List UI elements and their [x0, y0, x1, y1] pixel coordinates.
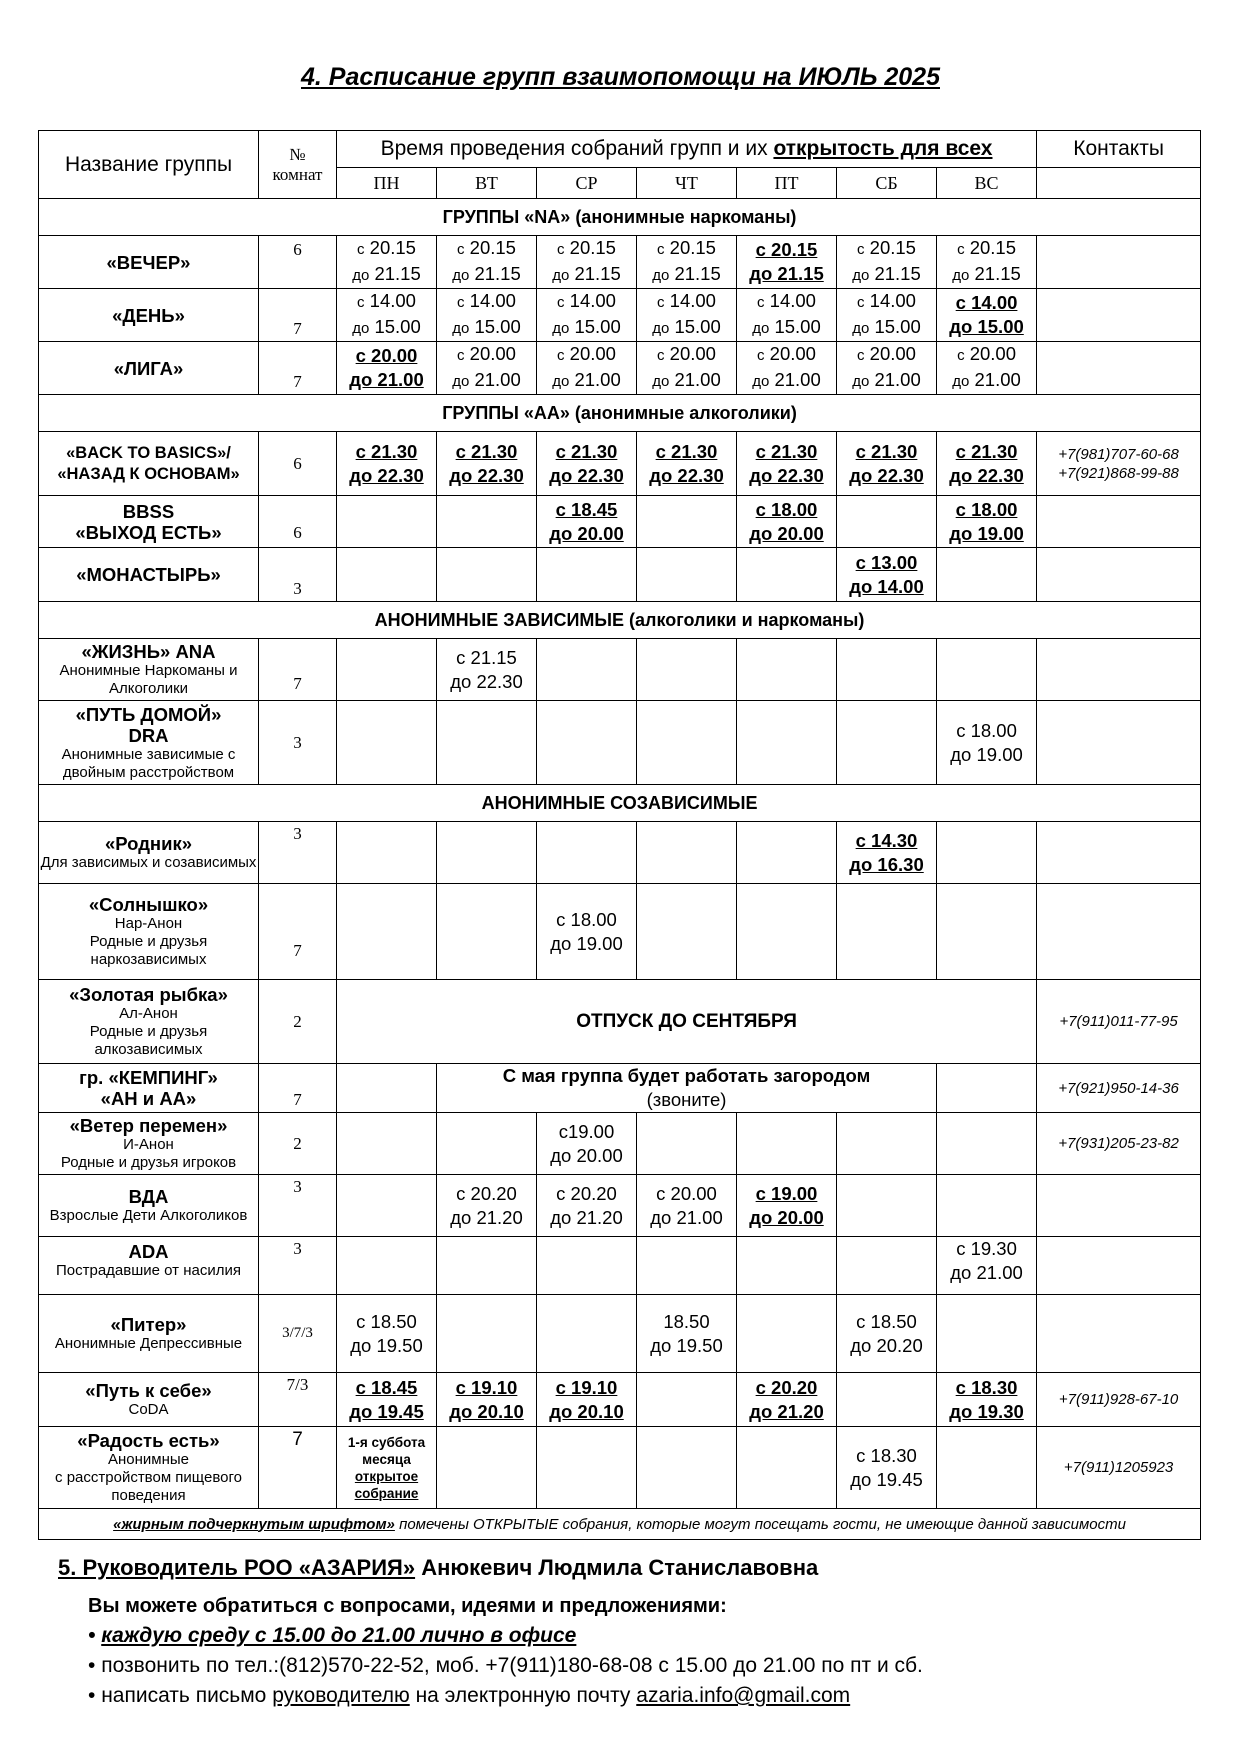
slot-fri	[737, 822, 837, 884]
contact-cell	[1037, 701, 1201, 785]
slot-thu: 18.50 до 19.50	[637, 1295, 737, 1373]
slot-thu: с 20.15 до 21.15	[637, 236, 737, 289]
slot-sun	[937, 1064, 1037, 1113]
header-time: Время проведения собраний групп и их открытость для всех	[337, 131, 1037, 168]
row-piter	[39, 1295, 1201, 1373]
slot-mon	[337, 1237, 437, 1295]
slot-mon-open: с 18.45 до 19.45	[337, 1373, 437, 1427]
contact-cell	[1037, 1237, 1201, 1295]
contact-phone: +7(931)205-23-82	[1037, 1113, 1201, 1175]
room-number: 3	[259, 548, 337, 602]
slot-sat: с 20.15 до 21.15	[837, 236, 937, 289]
group-name: «ПУТЬ ДОМОЙ» DRA Анонимные зависимые с двойным расстройством	[39, 701, 259, 785]
room-number: 3/7/3	[259, 1295, 337, 1373]
slot-fri-open: с 20.20 до 21.20	[737, 1373, 837, 1427]
slot-thu: с 14.00 до 15.00	[637, 289, 737, 342]
group-name: ВДА Взрослые Дети Алкоголиков	[39, 1175, 259, 1237]
slot-thu	[637, 1427, 737, 1509]
slot-thu	[637, 639, 737, 701]
slot-wed	[537, 701, 637, 785]
group-name: BBSS «ВЫХОД ЕСТЬ»	[39, 496, 259, 548]
slot-thu	[637, 496, 737, 548]
day-sun: ВС	[937, 168, 1037, 199]
slot-mon: с 14.00 до 15.00	[337, 289, 437, 342]
slot-sun	[937, 1175, 1037, 1237]
row-vecher	[39, 236, 1201, 289]
slot-tue	[437, 548, 537, 602]
room-number: 7	[259, 884, 337, 980]
section-dependents: АНОНИМНЫЕ ЗАВИСИМЫЕ (алкоголики и наркоманы)	[39, 602, 1201, 639]
slot-tue: с 20.00 до 21.00	[437, 342, 537, 395]
kemping-notice: С мая группа будет работать загородом (звоните)	[437, 1064, 937, 1113]
group-name: «Питер» Анонимные Депрессивные	[39, 1295, 259, 1373]
slot-tue	[437, 822, 537, 884]
slot-sun	[937, 1113, 1037, 1175]
room-number: 7	[259, 342, 337, 395]
group-name: «ЛИГА»	[39, 342, 259, 395]
slot-fri	[737, 1427, 837, 1509]
header-contacts: Контакты	[1037, 131, 1201, 168]
contact-cell	[1037, 822, 1201, 884]
row-liga	[39, 342, 1201, 395]
contact-cell	[1037, 1295, 1201, 1373]
slot-wed	[537, 822, 637, 884]
slot-thu: с 20.00 до 21.00	[637, 1175, 737, 1237]
group-name: «BACK TO BASICS»/ «НАЗАД К ОСНОВАМ»	[39, 432, 259, 496]
slot-fri	[737, 1113, 837, 1175]
slot-mon	[337, 1064, 437, 1113]
contact-phone: +7(921)950-14-36	[1037, 1064, 1201, 1113]
slot-mon	[337, 548, 437, 602]
section-codependents: АНОНИМНЫЕ СОЗАВИСИМЫЕ	[39, 785, 1201, 822]
room-number: 6	[259, 432, 337, 496]
slot-sat-open: с 13.00 до 14.00	[837, 548, 937, 602]
row-ada	[39, 1237, 1201, 1295]
group-name: «Солнышко» Нар-Анон Родные и друзья наркозависимых	[39, 884, 259, 980]
row-put-domoy	[39, 701, 1201, 785]
slot-sat: с 18.50 до 20.20	[837, 1295, 937, 1373]
room-number: 3	[259, 822, 337, 884]
slot-mon	[337, 639, 437, 701]
slot-fri	[737, 701, 837, 785]
slot-mon-note: 1-я суббота месяца открытое собрание	[337, 1427, 437, 1509]
day-wed: СР	[537, 168, 637, 199]
contact-cell	[1037, 884, 1201, 980]
slot-sun: с 20.00 до 21.00	[937, 342, 1037, 395]
row-rodnik	[39, 822, 1201, 884]
slot-tue-open: с 19.10 до 20.10	[437, 1373, 537, 1427]
slot-tue: с 21.15 до 22.30	[437, 639, 537, 701]
group-name: «ДЕНЬ»	[39, 289, 259, 342]
slot-sun	[937, 639, 1037, 701]
room-number: 3	[259, 701, 337, 785]
slot-wed: с 20.15 до 21.15	[537, 236, 637, 289]
day-sat: СБ	[837, 168, 937, 199]
row-vda	[39, 1175, 1201, 1237]
slot-tue	[437, 1237, 537, 1295]
contact-phones: +7(981)707-60-68 +7(921)868-99-88	[1037, 432, 1201, 496]
row-solnyshko	[39, 884, 1201, 980]
slot-thu: с 20.00 до 21.00	[637, 342, 737, 395]
header-row	[39, 131, 1201, 168]
room-number: 3	[259, 1237, 337, 1295]
slot-sun	[937, 548, 1037, 602]
slot-sat	[837, 1113, 937, 1175]
slot-tue	[437, 1295, 537, 1373]
slot-thu	[637, 701, 737, 785]
slot-thu	[637, 1113, 737, 1175]
page-title: 4. Расписание групп взаимопомощи на ИЮЛЬ 2025	[301, 63, 940, 91]
contact-phone: +7(911)011-77-95	[1037, 980, 1201, 1064]
slot-sat: с 18.30 до 19.45	[837, 1427, 937, 1509]
slot-fri	[737, 639, 837, 701]
slot-sat	[837, 884, 937, 980]
slot-thu	[637, 884, 737, 980]
group-name: «Путь к себе» CoDA	[39, 1373, 259, 1427]
slot-mon	[337, 1175, 437, 1237]
slot-thu	[637, 548, 737, 602]
slot-wed: с 14.00 до 15.00	[537, 289, 637, 342]
slot-fri	[737, 1237, 837, 1295]
vacation-notice: ОТПУСК ДО СЕНТЯБРЯ	[337, 980, 1037, 1064]
slot-wed: с19.00 до 20.00	[537, 1113, 637, 1175]
contact-cell	[1037, 289, 1201, 342]
slot-sat	[837, 1237, 937, 1295]
bullet-icon: •	[88, 1684, 96, 1707]
contact-cell	[1037, 548, 1201, 602]
slot-sun: с 18.00 до 19.00	[937, 701, 1037, 785]
slot-wed-open: с 19.10 до 20.10	[537, 1373, 637, 1427]
slot-fri-open: с 20.15 до 21.15	[737, 236, 837, 289]
slot-sun-open: с 18.00 до 19.00	[937, 496, 1037, 548]
group-name: «МОНАСТЫРЬ»	[39, 548, 259, 602]
slot-mon	[337, 701, 437, 785]
slot-wed-open: с 21.30 до 22.30	[537, 432, 637, 496]
row-put-k-sebe	[39, 1373, 1201, 1427]
slot-wed: с 20.00 до 21.00	[537, 342, 637, 395]
slot-wed: с 20.20 до 21.20	[537, 1175, 637, 1237]
slot-wed: с 18.00 до 19.00	[537, 884, 637, 980]
slot-tue-open: с 21.30 до 22.30	[437, 432, 537, 496]
slot-tue: с 20.15 до 21.15	[437, 236, 537, 289]
slot-wed	[537, 1295, 637, 1373]
slot-sun: с 20.15 до 21.15	[937, 236, 1037, 289]
group-name: гр. «КЕМПИНГ» «АН и АА»	[39, 1064, 259, 1113]
slot-fri	[737, 884, 837, 980]
room-number: 2	[259, 980, 337, 1064]
contact-phone: +7(911)928-67-10	[1037, 1373, 1201, 1427]
contact-cell	[1037, 342, 1201, 395]
slot-sun-open: с 18.30 до 19.30	[937, 1373, 1037, 1427]
day-thu: ЧТ	[637, 168, 737, 199]
group-name: «Радость есть» Анонимные с расстройством пищевого поведения	[39, 1427, 259, 1509]
slot-sat-open: с 14.30 до 16.30	[837, 822, 937, 884]
slot-sat	[837, 496, 937, 548]
contact-cell	[1037, 496, 1201, 548]
room-number: 6	[259, 236, 337, 289]
contact-cell	[1037, 1175, 1201, 1237]
contact-cell	[1037, 236, 1201, 289]
slot-mon: с 18.50 до 19.50	[337, 1295, 437, 1373]
slot-fri-open: с 19.00 до 20.00	[737, 1175, 837, 1237]
slot-thu	[637, 1237, 737, 1295]
slot-wed-open: с 18.45 до 20.00	[537, 496, 637, 548]
group-name: «ЖИЗНЬ» ANA Анонимные Наркоманы и Алкоголики	[39, 639, 259, 701]
header-group-name: Название группы	[39, 131, 259, 199]
slot-mon: с 20.15 до 21.15	[337, 236, 437, 289]
slot-sun: с 19.30 до 21.00	[937, 1237, 1037, 1295]
section-na: ГРУППЫ «NA» (анонимные наркоманы)	[39, 199, 1201, 236]
footer-item-phone: • позвонить по тел.:(812)570-22-52, моб. +7(911)180-68-08 с 15.00 до 21.00 по пт и сб.	[88, 1654, 923, 1677]
slot-fri: с 14.00 до 15.00	[737, 289, 837, 342]
slot-mon	[337, 496, 437, 548]
slot-mon	[337, 1113, 437, 1175]
slot-sat: с 20.00 до 21.00	[837, 342, 937, 395]
slot-fri-open: с 18.00 до 20.00	[737, 496, 837, 548]
bullet-icon: •	[88, 1654, 96, 1677]
slot-sat	[837, 1373, 937, 1427]
slot-sun-open: с 14.00 до 15.00	[937, 289, 1037, 342]
footer-item-office: • каждую среду с 15.00 до 21.00 лично в офисе	[88, 1624, 577, 1647]
slot-tue	[437, 701, 537, 785]
slot-sun	[937, 884, 1037, 980]
schedule-table	[38, 130, 1201, 1540]
room-number: 2	[259, 1113, 337, 1175]
slot-tue	[437, 884, 537, 980]
slot-sat	[837, 701, 937, 785]
slot-sat	[837, 639, 937, 701]
slot-tue	[437, 1113, 537, 1175]
legend-note: «жирным подчеркнутым шрифтом» помечены ОТКРЫТЫЕ собрания, которые могут посещать гости, не имеющие данной зависимости	[39, 1509, 1201, 1540]
slot-mon-open: с 21.30 до 22.30	[337, 432, 437, 496]
row-den	[39, 289, 1201, 342]
contact-phone: +7(911)1205923	[1037, 1427, 1201, 1509]
slot-wed	[537, 1237, 637, 1295]
footer-heading: 5. Руководитель РОО «АЗАРИЯ» Анюкевич Людмила Станиславовна	[58, 1555, 819, 1580]
slot-wed	[537, 639, 637, 701]
room-number: 3	[259, 1175, 337, 1237]
contact-cell	[1037, 639, 1201, 701]
group-name: ADA Пострадавшие от насилия	[39, 1237, 259, 1295]
day-mon: ПН	[337, 168, 437, 199]
slot-thu-open: с 21.30 до 22.30	[637, 432, 737, 496]
day-fri: ПТ	[737, 168, 837, 199]
bullet-icon: •	[88, 1624, 96, 1647]
row-kemping	[39, 1064, 1201, 1113]
slot-sun	[937, 1295, 1037, 1373]
slot-fri: с 20.00 до 21.00	[737, 342, 837, 395]
group-name: «ВЕЧЕР»	[39, 236, 259, 289]
header-room: № комнат	[259, 131, 337, 199]
slot-wed	[537, 1427, 637, 1509]
slot-sat	[837, 1175, 937, 1237]
slot-tue	[437, 1427, 537, 1509]
slot-fri	[737, 1295, 837, 1373]
slot-mon	[337, 884, 437, 980]
room-number: 7	[259, 289, 337, 342]
room-number: 7	[259, 1427, 337, 1509]
footer-lead: Вы можете обратиться с вопросами, идеями и предложениями:	[88, 1595, 727, 1617]
row-radost-est	[39, 1427, 1201, 1509]
row-back-to-basics	[39, 432, 1201, 496]
slot-fri-open: с 21.30 до 22.30	[737, 432, 837, 496]
slot-thu	[637, 822, 737, 884]
slot-tue	[437, 496, 537, 548]
slot-tue: с 20.20 до 21.20	[437, 1175, 537, 1237]
email-link[interactable]: azaria.info@gmail.com	[636, 1684, 851, 1707]
row-veter-peremen	[39, 1113, 1201, 1175]
slot-mon	[337, 822, 437, 884]
room-number: 7	[259, 639, 337, 701]
slot-mon-open: с 20.00 до 21.00	[337, 342, 437, 395]
slot-sun	[937, 822, 1037, 884]
row-monastyr	[39, 548, 1201, 602]
slot-tue: с 14.00 до 15.00	[437, 289, 537, 342]
day-contacts-blank	[1037, 168, 1201, 199]
group-name: «Золотая рыбка» Ал-Анон Родные и друзья алкозависимых	[39, 980, 259, 1064]
slot-sun-open: с 21.30 до 22.30	[937, 432, 1037, 496]
room-number: 6	[259, 496, 337, 548]
row-bbss	[39, 496, 1201, 548]
group-name: «Родник» Для зависимых и созависимых	[39, 822, 259, 884]
group-name: «Ветер перемен» И-Анон Родные и друзья игроков	[39, 1113, 259, 1175]
row-zolotaya-rybka	[39, 980, 1201, 1064]
slot-sat: с 14.00 до 15.00	[837, 289, 937, 342]
row-zhizn	[39, 639, 1201, 701]
slot-fri	[737, 548, 837, 602]
slot-thu	[637, 1373, 737, 1427]
section-aa: ГРУППЫ «АА» (анонимные алкоголики)	[39, 395, 1201, 432]
slot-wed	[537, 548, 637, 602]
slot-sat-open: с 21.30 до 22.30	[837, 432, 937, 496]
footer-item-email: • написать письмо руководителю на электронную почту azaria.info@gmail.com	[88, 1684, 851, 1707]
room-number: 7/3	[259, 1373, 337, 1427]
slot-sun	[937, 1427, 1037, 1509]
room-number: 7	[259, 1064, 337, 1113]
day-tue: ВТ	[437, 168, 537, 199]
footer	[58, 1555, 1198, 1714]
